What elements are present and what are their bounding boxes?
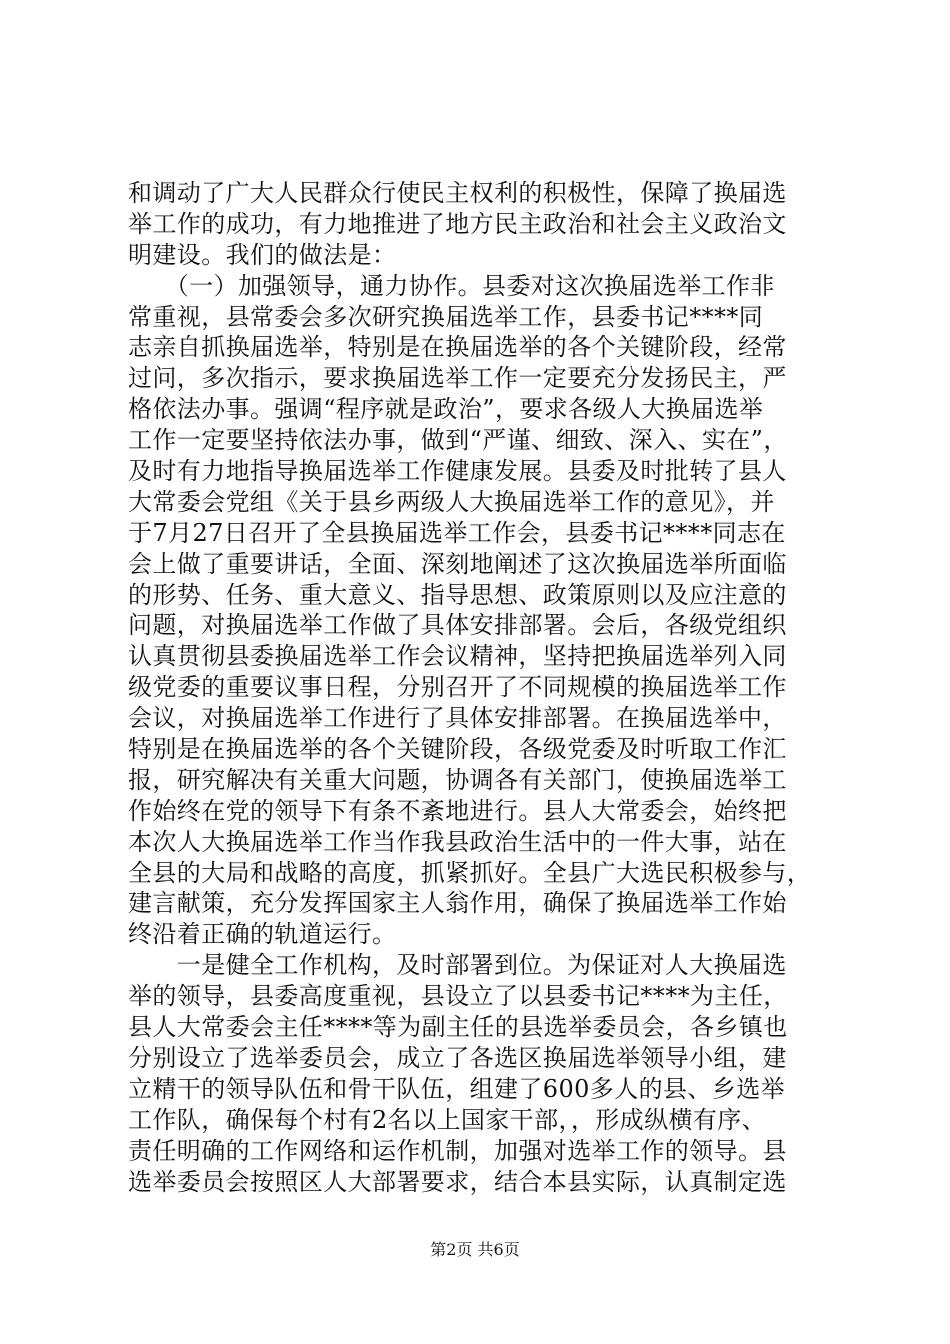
text-line: 工作队，确保每个村有2名以上国家干部，，形成纵横有序、 bbox=[128, 1105, 767, 1134]
text-line: 的形势、任务、重大意义、指导思想、政策原则以及应注意的 bbox=[128, 580, 787, 609]
text-line: 一是健全工作机构，及时部署到位。为保证对人大换届选 bbox=[128, 951, 787, 980]
text-line: 举工作的成功，有力地推进了地方民主政治和社会主义政治文 bbox=[128, 209, 787, 238]
text-line: 本次人大换届选举工作当作我县政治生活中的一件大事，站在 bbox=[128, 827, 787, 856]
text-line: 及时有力地指导换届选举工作健康发展。县委及时批转了县人 bbox=[128, 457, 787, 486]
text-line: 会议，对换届选举工作进行了具体安排部署。在换届选举中， bbox=[128, 704, 787, 733]
text-line: 举的领导，县委高度重视，县设立了以县委书记****为主任， bbox=[128, 982, 788, 1011]
text-line: 分别设立了选举委员会，成立了各选区换届选举领导小组，建 bbox=[128, 1043, 787, 1072]
text-line: 建言献策，充分发挥国家主人翁作用，确保了换届选举工作始 bbox=[128, 889, 787, 918]
text-line: 问题，对换届选举工作做了具体安排部署。会后，各级党组织 bbox=[128, 611, 787, 640]
text-line: 大常委会党组《关于县乡两级人大换届选举工作的意见》，并 bbox=[128, 487, 775, 516]
body-text bbox=[128, 178, 828, 1197]
text-line: 于7月27日召开了全县换届选举工作会，县委书记****同志在 bbox=[128, 518, 786, 547]
text-line: 志亲自抓换届选举，特别是在换届选举的各个关键阶段，经常 bbox=[128, 333, 787, 362]
text-line: 特别是在换届选举的各个关键阶段，各级党委及时听取工作汇 bbox=[128, 735, 787, 764]
text-line: 明建设。我们的做法是： bbox=[128, 240, 397, 269]
text-line: 作始终在党的领导下有条不紊地进行。县人大常委会，始终把 bbox=[128, 796, 787, 825]
text-line: 格依法办事。强调“程序就是政治”，要求各级人大换届选举 bbox=[128, 395, 764, 424]
page-footer: 第2页 共6页 bbox=[430, 1240, 520, 1259]
text-line: 责任明确的工作网络和运作机制，加强对选举工作的领导。县 bbox=[128, 1136, 787, 1165]
text-line: 认真贯彻县委换届选举工作会议精神，坚持把换届选举列入同 bbox=[128, 642, 787, 671]
text-line: 级党委的重要议事日程，分别召开了不同规模的换届选举工作 bbox=[128, 673, 787, 702]
text-line: 工作一定要坚持依法办事，做到“严谨、细致、深入、实在”， bbox=[128, 426, 788, 455]
text-line: 县人大常委会主任****等为副主任的县选举委员会，各乡镇也 bbox=[128, 1013, 788, 1042]
text-line: 立精干的领导队伍和骨干队伍，组建了600多人的县、乡选举 bbox=[128, 1074, 786, 1103]
text-line: 报，研究解决有关重大问题，协调各有关部门，使换届选举工 bbox=[128, 765, 787, 794]
text-line: 常重视，县常委会多次研究换届选举工作，县委书记****同 bbox=[128, 302, 764, 331]
text-line: 选举委员会按照区人大部署要求，结合本县实际，认真制定选 bbox=[128, 1167, 787, 1196]
text-line: 过问，多次指示，要求换届选举工作一定要充分发扬民主，严 bbox=[128, 364, 787, 393]
text-line: 全县的大局和战略的高度，抓紧抓好。全县广大选民积极参与， bbox=[128, 858, 812, 887]
text-line: 和调动了广大人民群众行使民主权利的积极性，保障了换届选 bbox=[128, 179, 787, 207]
text-line: （一）加强领导，通力协作。县委对这次换届选举工作非 bbox=[128, 271, 775, 300]
text-line: 会上做了重要讲话，全面、深刻地阐述了这次换届选举所面临 bbox=[128, 549, 787, 578]
text-line: 终沿着正确的轨道运行。 bbox=[128, 920, 397, 949]
